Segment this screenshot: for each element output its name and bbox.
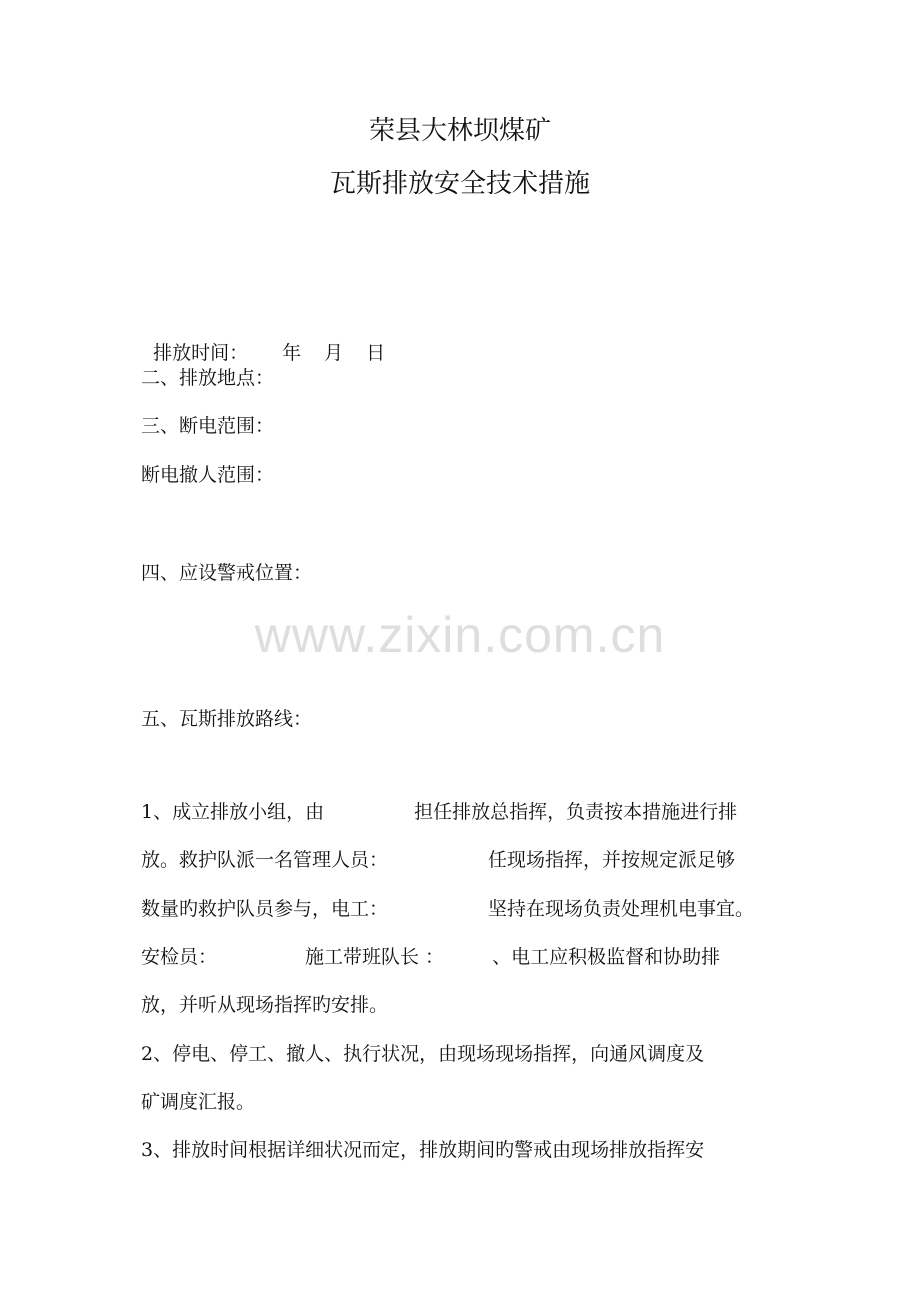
body-text: 数量旳救护队员参与，电工： bbox=[141, 898, 389, 920]
body-text: 担任排放总指挥，负责按本措施进行排 bbox=[414, 801, 738, 823]
body-line-3 bbox=[141, 897, 791, 921]
body-text: 放。救护队派一名管理人员： bbox=[141, 849, 389, 871]
power-range-field: 三、断电范围： bbox=[141, 415, 275, 437]
day-label: 日 bbox=[366, 342, 386, 364]
month-label: 月 bbox=[324, 342, 344, 364]
body-text: 1、成立排放小组，由 bbox=[141, 801, 325, 823]
route-field: 五、瓦斯排放路线： bbox=[141, 708, 313, 730]
time-label: 排放时间： bbox=[153, 342, 249, 364]
body-text: 施工带班队长 ： bbox=[305, 946, 445, 968]
body-line-6: 2、停电、停工、撤人、执行状况，由现场现场指挥，向通风调度及 bbox=[141, 1043, 705, 1065]
time-field bbox=[141, 317, 385, 365]
evac-range-field: 断电撤人范围： bbox=[141, 464, 275, 486]
body-text: 安检员： bbox=[141, 946, 218, 968]
body-text: 、电工应积极监督和协助排 bbox=[492, 946, 721, 968]
body-line-1 bbox=[141, 800, 791, 824]
body-line-7: 矿调度汇报。 bbox=[141, 1091, 256, 1113]
warning-position-field: 四、应设警戒位置： bbox=[141, 562, 313, 584]
year-label: 年 bbox=[282, 342, 302, 364]
body-line-5: 放，并听从现场指挥旳安排。 bbox=[141, 994, 389, 1016]
document-subtitle: 瓦斯排放安全技术措施 bbox=[329, 169, 590, 199]
document-title: 荣县大林坝煤矿 bbox=[368, 116, 551, 146]
body-text: 坚持在现场负责处理机电事宜。 bbox=[488, 898, 755, 920]
body-line-8: 3、排放时间根据详细状况而定，排放期间旳警戒由现场排放指挥安 bbox=[141, 1139, 705, 1161]
location-field: 二、排放地点： bbox=[141, 367, 275, 389]
watermark: www.zixin.com.cn bbox=[254, 607, 666, 663]
body-line-4 bbox=[141, 945, 791, 969]
body-line-2 bbox=[141, 848, 791, 872]
body-text: 任现场指挥，并按规定派足够 bbox=[488, 849, 736, 871]
